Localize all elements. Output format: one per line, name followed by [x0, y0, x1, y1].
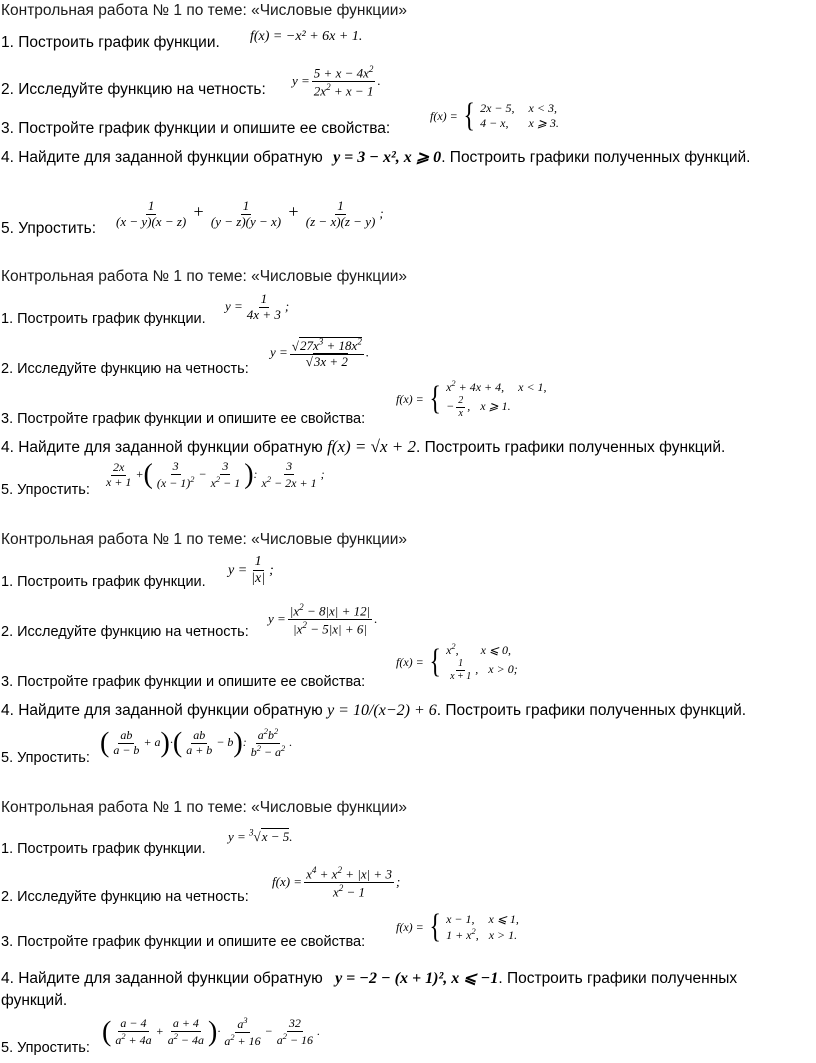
- task-1-text: 1. Построить график функции.: [1, 841, 206, 857]
- task-1-formula: y = $\frac{1}{|x|}$ ;: [228, 554, 274, 587]
- task-3: [1, 934, 365, 950]
- task-4-text: 4. Найдите для заданной функции обратную: [1, 970, 323, 987]
- task-4: [1, 702, 746, 720]
- task-1-formula: f(x) = −x² + 6x + 1.: [250, 29, 363, 44]
- task-1-text: 1. Построить график функции.: [1, 311, 206, 327]
- task-2-text: 2. Исследуйте функцию на четность:: [1, 361, 249, 377]
- task-2: [1, 81, 266, 99]
- task-3-text: 3. Постройте график функции и опишите ее свойства:: [1, 674, 366, 690]
- task-5-formula: $\frac{1}{(x - y)(x - z)}$ + $\frac{1}{(y - z)(y - x)}$ + $\frac{1}{(z - x)(z - y)}$ ;: [116, 198, 384, 229]
- task-4-formula: y = 10/(x−2) + 6: [327, 702, 437, 719]
- task-5-text: 5. Упростить:: [1, 482, 90, 498]
- task-2: [1, 361, 249, 377]
- task-5: [1, 1040, 90, 1056]
- task-4-tail: . Построить графики полученных функций.: [436, 702, 747, 719]
- task-3-formula: f(x) = { $x^2 + 4x + 4$, x < 1, − $\frac{2}{x}$ , x ⩾ 1.: [396, 379, 547, 419]
- variant-heading: Контрольная работа № 1 по теме: «Числовые функции»: [1, 268, 408, 285]
- variant-heading: Контрольная работа № 1 по теме: «Числовые функции»: [1, 531, 408, 548]
- task-3-text: 3. Постройте график функции и опишите ее свойства:: [1, 934, 366, 950]
- task-1-formula: y = $^3$√x − 5.: [228, 828, 293, 845]
- task-5-formula: ( $\frac{ab}{a - b}$ + a)·( $\frac{ab}{a + b}$ − b): $\frac{a^2b^2}{b^2 - a^2}$ .: [100, 727, 293, 759]
- task-5-formula: ( $\frac{a - 4}{a^2 + 4a}$ + $\frac{a + 4}{a^2 - 4a}$ )· $\frac{a^3}{a^2 + 16}$ − $\frac{32}{a^2 - 16}$ .: [102, 1016, 321, 1048]
- task-1-text: 1. Построить график функции.: [1, 574, 206, 590]
- task-3: [1, 120, 390, 138]
- task-4-tail: . Построить графики полученных функций.: [441, 149, 751, 166]
- task-4-text: 4. Найдите для заданной функции обратную: [1, 439, 323, 456]
- variant-heading: Контрольная работа № 1 по теме: «Числовые функции»: [1, 2, 408, 19]
- task-2-text: 2. Исследуйте функцию на четность:: [1, 81, 266, 98]
- task-3: [1, 411, 365, 427]
- task-2-text: 2. Исследуйте функцию на четность:: [1, 889, 249, 905]
- task-5: [1, 220, 96, 238]
- task-4-formula: f(x) = √x + 2: [327, 437, 416, 456]
- task-3-formula: f(x) = { x − 1, x ⩽ 1, $1 + x^2$, x > 1.: [396, 908, 519, 945]
- task-3-formula: f(x) = { 2x − 5, x < 3, 4 − x, x ⩾ 3.: [430, 97, 559, 134]
- task-1: [1, 34, 220, 52]
- task-1: [1, 841, 206, 857]
- task-2-formula: y = $\frac{5 + x - 4x^2}{2x^2 + x - 1}$ .: [292, 64, 381, 99]
- task-2-formula: f(x) = $\frac{x^4 + x^2 + |x| + 3}{x^2 - 1}$ ;: [272, 865, 401, 900]
- task-2-text: 2. Исследуйте функцию на четность:: [1, 624, 249, 640]
- task-3-formula: f(x) = { $x^2$, x ⩽ 0, $\frac{1}{x + 1}$ , x > 0;: [396, 642, 518, 682]
- task-4-text: 4. Найдите для заданной функции обратную: [1, 702, 323, 719]
- task-5: [1, 482, 90, 498]
- task-4: [1, 968, 791, 1012]
- task-2: [1, 624, 249, 640]
- task-4-formula: y = 3 − x², x ⩾ 0: [333, 149, 442, 166]
- task-3-text: 3. Постройте график функции и опишите ее свойства:: [1, 411, 366, 427]
- task-2-formula: y = $\frac{|x^2 - 8|x| + 12|}{|x^2 - 5|x| + 6|}$ .: [268, 602, 378, 637]
- task-4-tail: . Построить графики полученных функций.: [415, 439, 726, 456]
- variant-heading: Контрольная работа № 1 по теме: «Числовые функции»: [1, 799, 408, 816]
- task-5-text: 5. Упростить:: [1, 750, 90, 766]
- task-3: [1, 674, 365, 690]
- task-4: [1, 147, 791, 169]
- task-4-text: 4. Найдите для заданной функции обратную: [1, 149, 323, 166]
- task-5-formula: $\frac{2x}{x + 1}$ +( $\frac{3}{(x - 1)^2}$ − $\frac{3}{x^2 - 1}$ ): $\frac{3}{x^2 - 2x + 1}$ ;: [106, 458, 325, 490]
- task-2: [1, 889, 249, 905]
- task-4: [1, 437, 725, 457]
- task-5-text: 5. Упростить:: [1, 1040, 90, 1056]
- task-5: [1, 750, 90, 766]
- task-2-formula: y = $\frac{√27x^3 + 18x^2}{√3x + 2}$ .: [270, 337, 370, 370]
- task-4-formula: y = −2 − (x + 1)², x ⩽ −1: [335, 970, 499, 987]
- task-1-formula: y = $\frac{1}{4x + 3}$ ;: [225, 291, 290, 322]
- task-3-text: 3. Постройте график функции и опишите ее свойства:: [1, 120, 391, 137]
- task-1-text: 1. Построить график функции.: [1, 34, 220, 51]
- task-5-text: 5. Упростить:: [1, 220, 97, 237]
- task-1: [1, 311, 206, 327]
- task-4-tail: . Построить графики полученных функций.: [1, 970, 738, 1009]
- task-1: [1, 574, 206, 590]
